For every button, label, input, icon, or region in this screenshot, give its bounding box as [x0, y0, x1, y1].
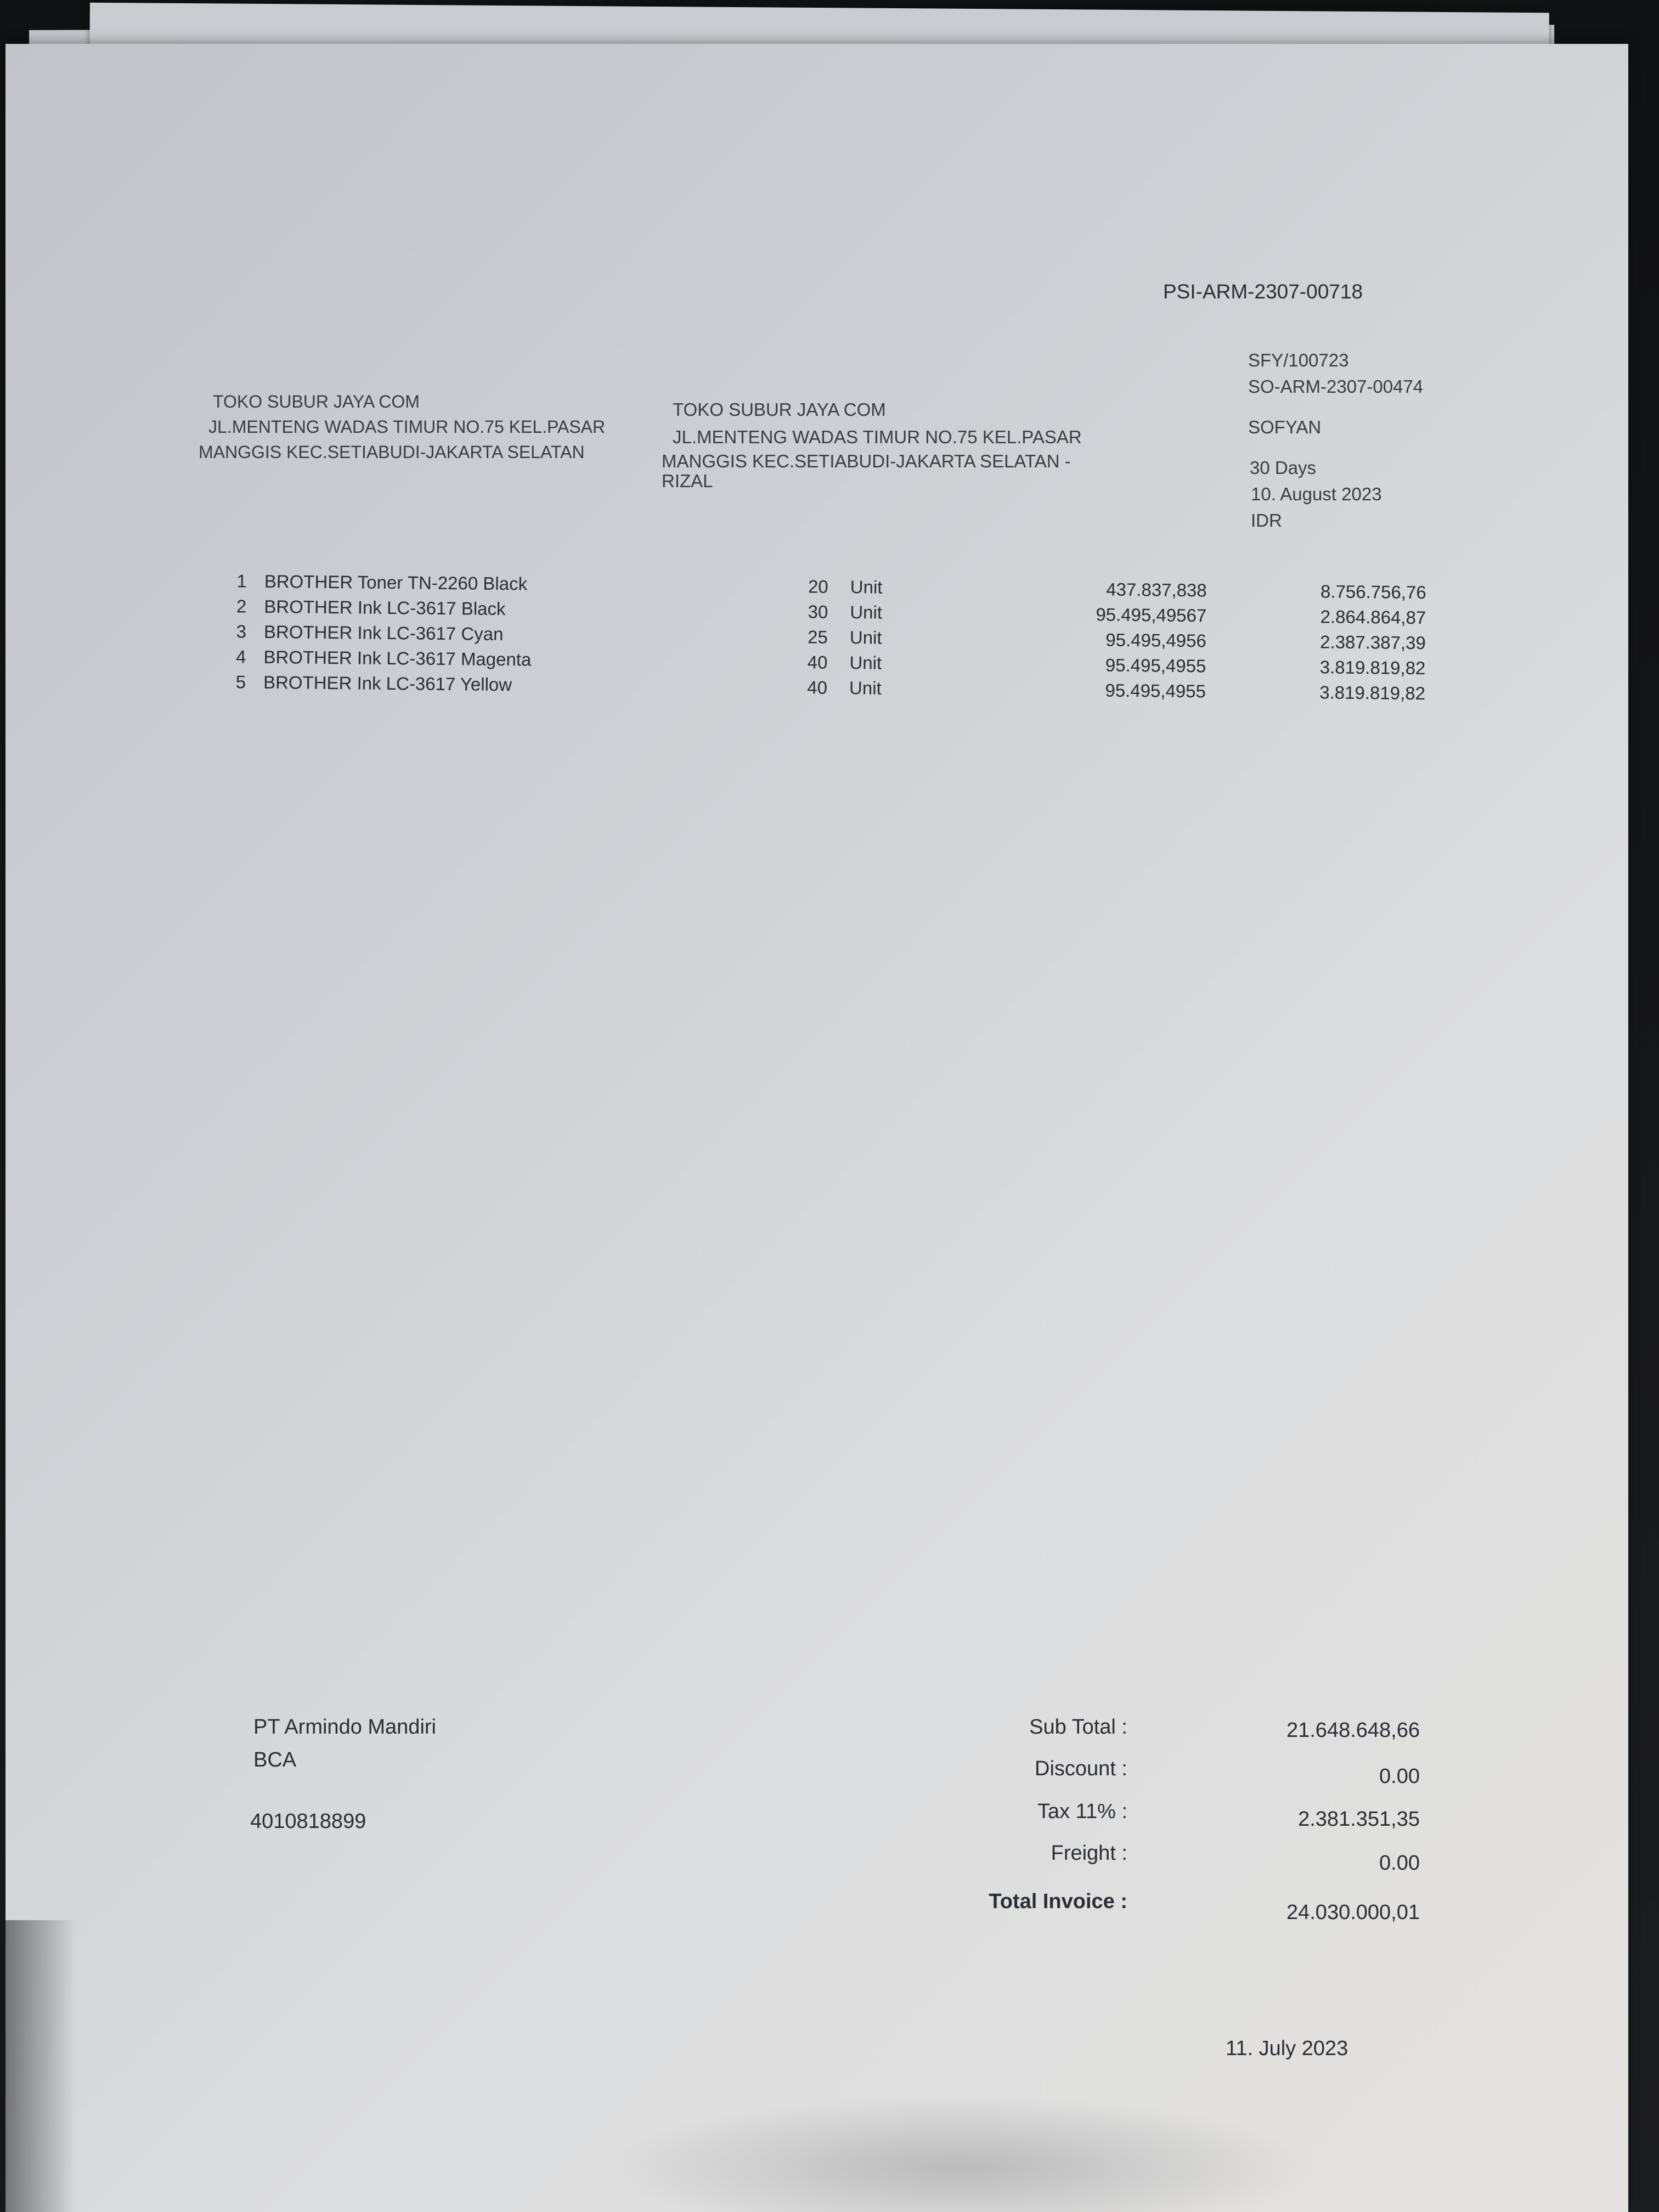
bank-account-name: PT Armindo Mandiri: [253, 1716, 436, 1739]
edge-shadow: [0, 1920, 77, 2212]
item-amount: 3.819.819,82: [1319, 657, 1426, 679]
item-number: 3: [236, 621, 247, 642]
invoice-date: 11. July 2023: [1226, 2037, 1348, 2060]
currency: IDR: [1251, 510, 1282, 531]
item-description: BROTHER Ink LC-3617 Black: [264, 596, 506, 619]
discount-value: 0.00: [1379, 1765, 1420, 1788]
ship-to-address-line3: RIZAL: [662, 471, 713, 491]
item-amount: 2.387.387,39: [1319, 631, 1426, 653]
subtotal-value: 21.648.648,66: [1286, 1719, 1420, 1742]
item-unit-price: 95.495,4956: [1105, 629, 1207, 651]
bank-name: BCA: [253, 1748, 297, 1771]
item-unit-price: 437.837,838: [1106, 579, 1207, 601]
invoice-paper: [5, 44, 1628, 2212]
item-description: BROTHER Ink LC-3617 Cyan: [263, 621, 504, 645]
total-invoice-value: 24.030.000,01: [1286, 1901, 1420, 1924]
subtotal-label: Sub Total :: [1029, 1716, 1127, 1739]
item-description: BROTHER Ink LC-3617 Yellow: [263, 672, 512, 695]
salesperson: SOFYAN: [1248, 417, 1322, 437]
freight-value: 0.00: [1379, 1852, 1420, 1875]
ship-to-name: TOKO SUBUR JAYA COM: [673, 399, 886, 420]
item-unit-price: 95.495,49567: [1096, 604, 1207, 626]
payment-terms: 30 Days: [1250, 458, 1317, 478]
due-date: 10. August 2023: [1251, 484, 1382, 504]
freight-label: Freight :: [1051, 1842, 1127, 1865]
item-description: BROTHER Ink LC-3617 Magenta: [263, 646, 532, 670]
total-invoice-label: Total Invoice :: [989, 1890, 1127, 1913]
item-unit-price: 95.495,4955: [1105, 680, 1206, 702]
item-quantity: 40: [807, 652, 828, 673]
item-unit: Unit: [849, 678, 882, 698]
item-amount: 3.819.819,82: [1319, 682, 1426, 704]
item-unit: Unit: [850, 577, 883, 597]
item-unit: Unit: [849, 652, 882, 673]
bill-to-name: TOKO SUBUR JAYA COM: [213, 392, 420, 411]
customer-ref: SFY/100723: [1248, 350, 1349, 370]
item-description: BROTHER Toner TN-2260 Black: [264, 571, 528, 594]
item-number: 1: [236, 571, 247, 591]
ship-to-address-line2: MANGGIS KEC.SETIABUDI-JAKARTA SELATAN -: [662, 451, 1071, 471]
item-quantity: 30: [808, 601, 828, 622]
item-unit: Unit: [850, 602, 883, 623]
item-unit-price: 95.495,4955: [1105, 654, 1206, 676]
item-quantity: 25: [807, 627, 828, 647]
item-number: 2: [236, 596, 247, 617]
sales-order-number: SO-ARM-2307-00474: [1248, 376, 1424, 397]
discount-label: Discount :: [1035, 1757, 1127, 1780]
invoice-number: PSI-ARM-2307-00718: [1163, 280, 1363, 303]
item-amount: 2.864.864,87: [1320, 606, 1426, 628]
bank-account-number: 4010818899: [250, 1810, 366, 1833]
item-amount: 8.756.756,76: [1320, 581, 1426, 603]
tax-value: 2.381.351,35: [1298, 1808, 1420, 1831]
item-quantity: 40: [807, 677, 828, 698]
item-unit: Unit: [849, 627, 882, 648]
item-quantity: 20: [808, 576, 828, 597]
line-items: [213, 571, 1432, 708]
bill-to-address-line2: MANGGIS KEC.SETIABUDI-JAKARTA SELATAN: [199, 442, 585, 462]
ship-to-address-line1: JL.MENTENG WADAS TIMUR NO.75 KEL.PASAR: [673, 427, 1082, 447]
item-number: 5: [235, 672, 246, 692]
tax-label: Tax 11% :: [1037, 1800, 1127, 1823]
item-number: 4: [235, 646, 246, 667]
bill-to-address-line1: JL.MENTENG WADAS TIMUR NO.75 KEL.PASAR: [208, 417, 606, 437]
